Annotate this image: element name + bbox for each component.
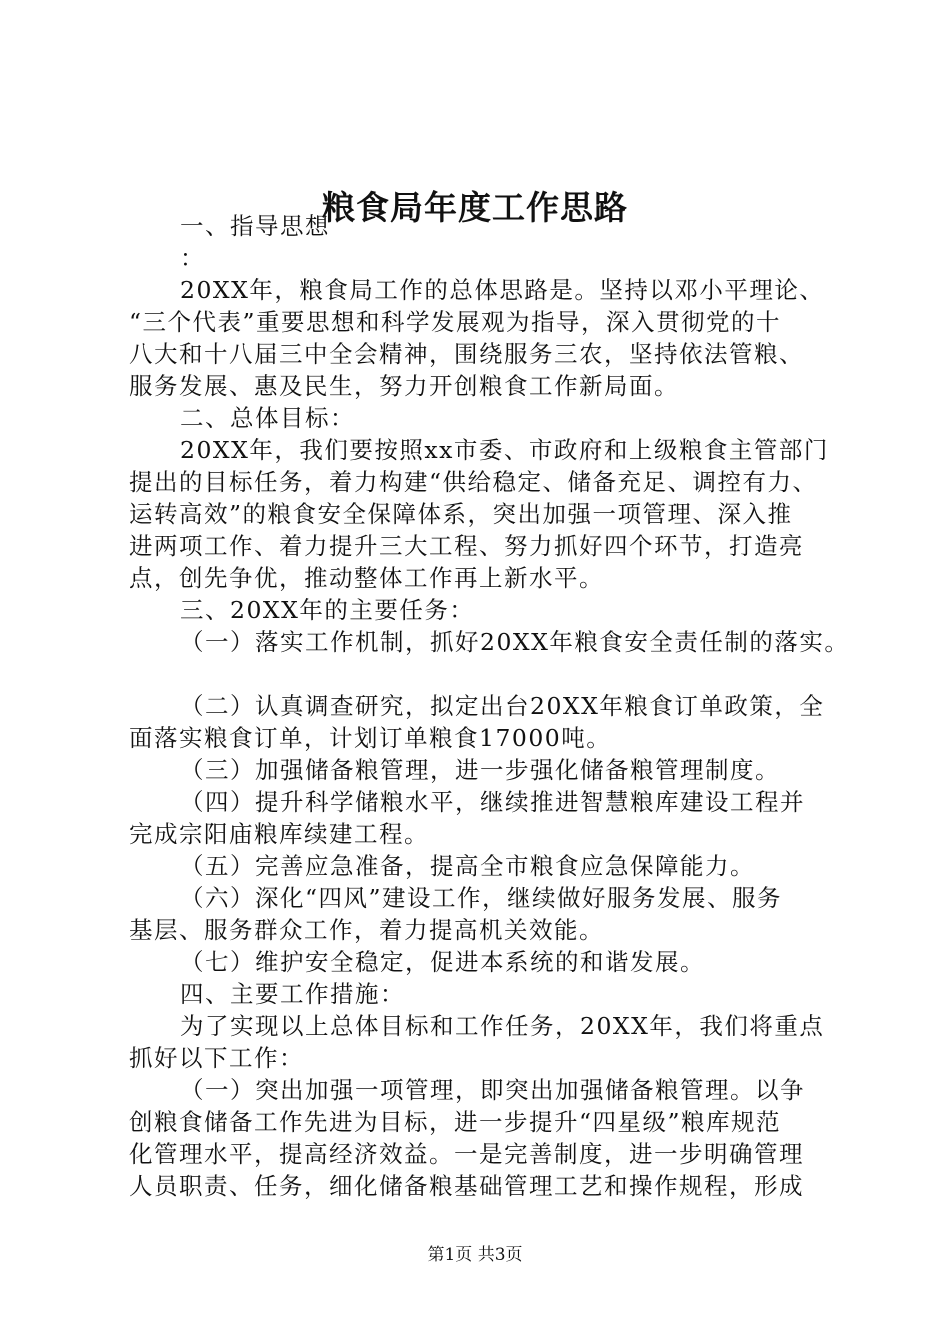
list-item: （一）突出加强一项管理，即突出加强储备粮管理。以争: [180, 1076, 805, 1104]
section-heading-main-measures: 四、主要工作措施：: [180, 980, 405, 1008]
paragraph-line: 为了实现以上总体目标和工作任务，20XX年，我们将重点: [180, 1012, 825, 1040]
paragraph-line: 创粮食储备工作先进为目标，进一步提升“四星级”粮库规范: [129, 1108, 782, 1136]
document-title: 粮食局年度工作思路: [322, 188, 628, 227]
paragraph-line: 抓好以下工作：: [129, 1044, 304, 1072]
list-item: （六）深化“四风”建设工作，继续做好服务发展、服务: [180, 884, 783, 912]
paragraph-line: 基层、服务群众工作，着力提高机关效能。: [129, 916, 604, 944]
list-item: （三）加强储备粮管理，进一步强化储备粮管理制度。: [180, 756, 780, 784]
paragraph-line: 人员职责、任务，细化储备粮基础管理工艺和操作规程，形成: [129, 1172, 804, 1200]
paragraph-line: 进两项工作、着力提升三大工程、努力抓好四个环节，打造亮: [129, 532, 804, 560]
paragraph-line: 提出的目标任务，着力构建“供给稳定、储备充足、调控有力、: [129, 468, 818, 496]
section-heading-main-tasks: 三、20XX年的主要任务：: [180, 596, 475, 624]
paragraph-line: 面落实粮食订单，计划订单粮食17000吨。: [129, 724, 612, 752]
list-item: （一）落实工作机制，抓好20XX年粮食安全责任制的落实。: [180, 628, 850, 656]
section-heading-overall-goal: 二、总体目标：: [180, 404, 355, 432]
list-item: （四）提升科学储粮水平，继续推进智慧粮库建设工程并: [180, 788, 805, 816]
list-item: （五）完善应急准备，提高全市粮食应急保障能力。: [180, 852, 755, 880]
list-item: （七）维护安全稳定，促进本系统的和谐发展。: [180, 948, 705, 976]
paragraph-line: 完成宗阳庙粮库续建工程。: [129, 820, 429, 848]
list-item: （二）认真调查研究，拟定出台20XX年粮食订单政策，全: [180, 692, 825, 720]
paragraph-line: 20XX年，粮食局工作的总体思路是。坚持以邓小平理论、: [180, 276, 825, 304]
paragraph-line: 八大和十八届三中全会精神，围绕服务三农，坚持依法管粮、: [129, 340, 804, 368]
paragraph-line: 点，创先争优，推动整体工作再上新水平。: [129, 564, 604, 592]
paragraph-line: 化管理水平，提高经济效益。一是完善制度，进一步明确管理: [129, 1140, 804, 1168]
paragraph-line: 20XX年，我们要按照xx市委、市政府和上级粮食主管部门: [180, 436, 829, 464]
paragraph-line: ：: [180, 244, 205, 272]
paragraph-line: “三个代表”重要思想和科学发展观为指导，深入贯彻党的十: [129, 308, 782, 336]
section-heading-guiding-ideology: 一、指导思想: [180, 212, 330, 240]
paragraph-line: 服务发展、惠及民生，努力开创粮食工作新局面。: [129, 372, 679, 400]
paragraph-line: 运转高效”的粮食安全保障体系，突出加强一项管理、深入推: [129, 500, 793, 528]
page-number-footer: 第1页 共3页: [427, 1245, 523, 1265]
